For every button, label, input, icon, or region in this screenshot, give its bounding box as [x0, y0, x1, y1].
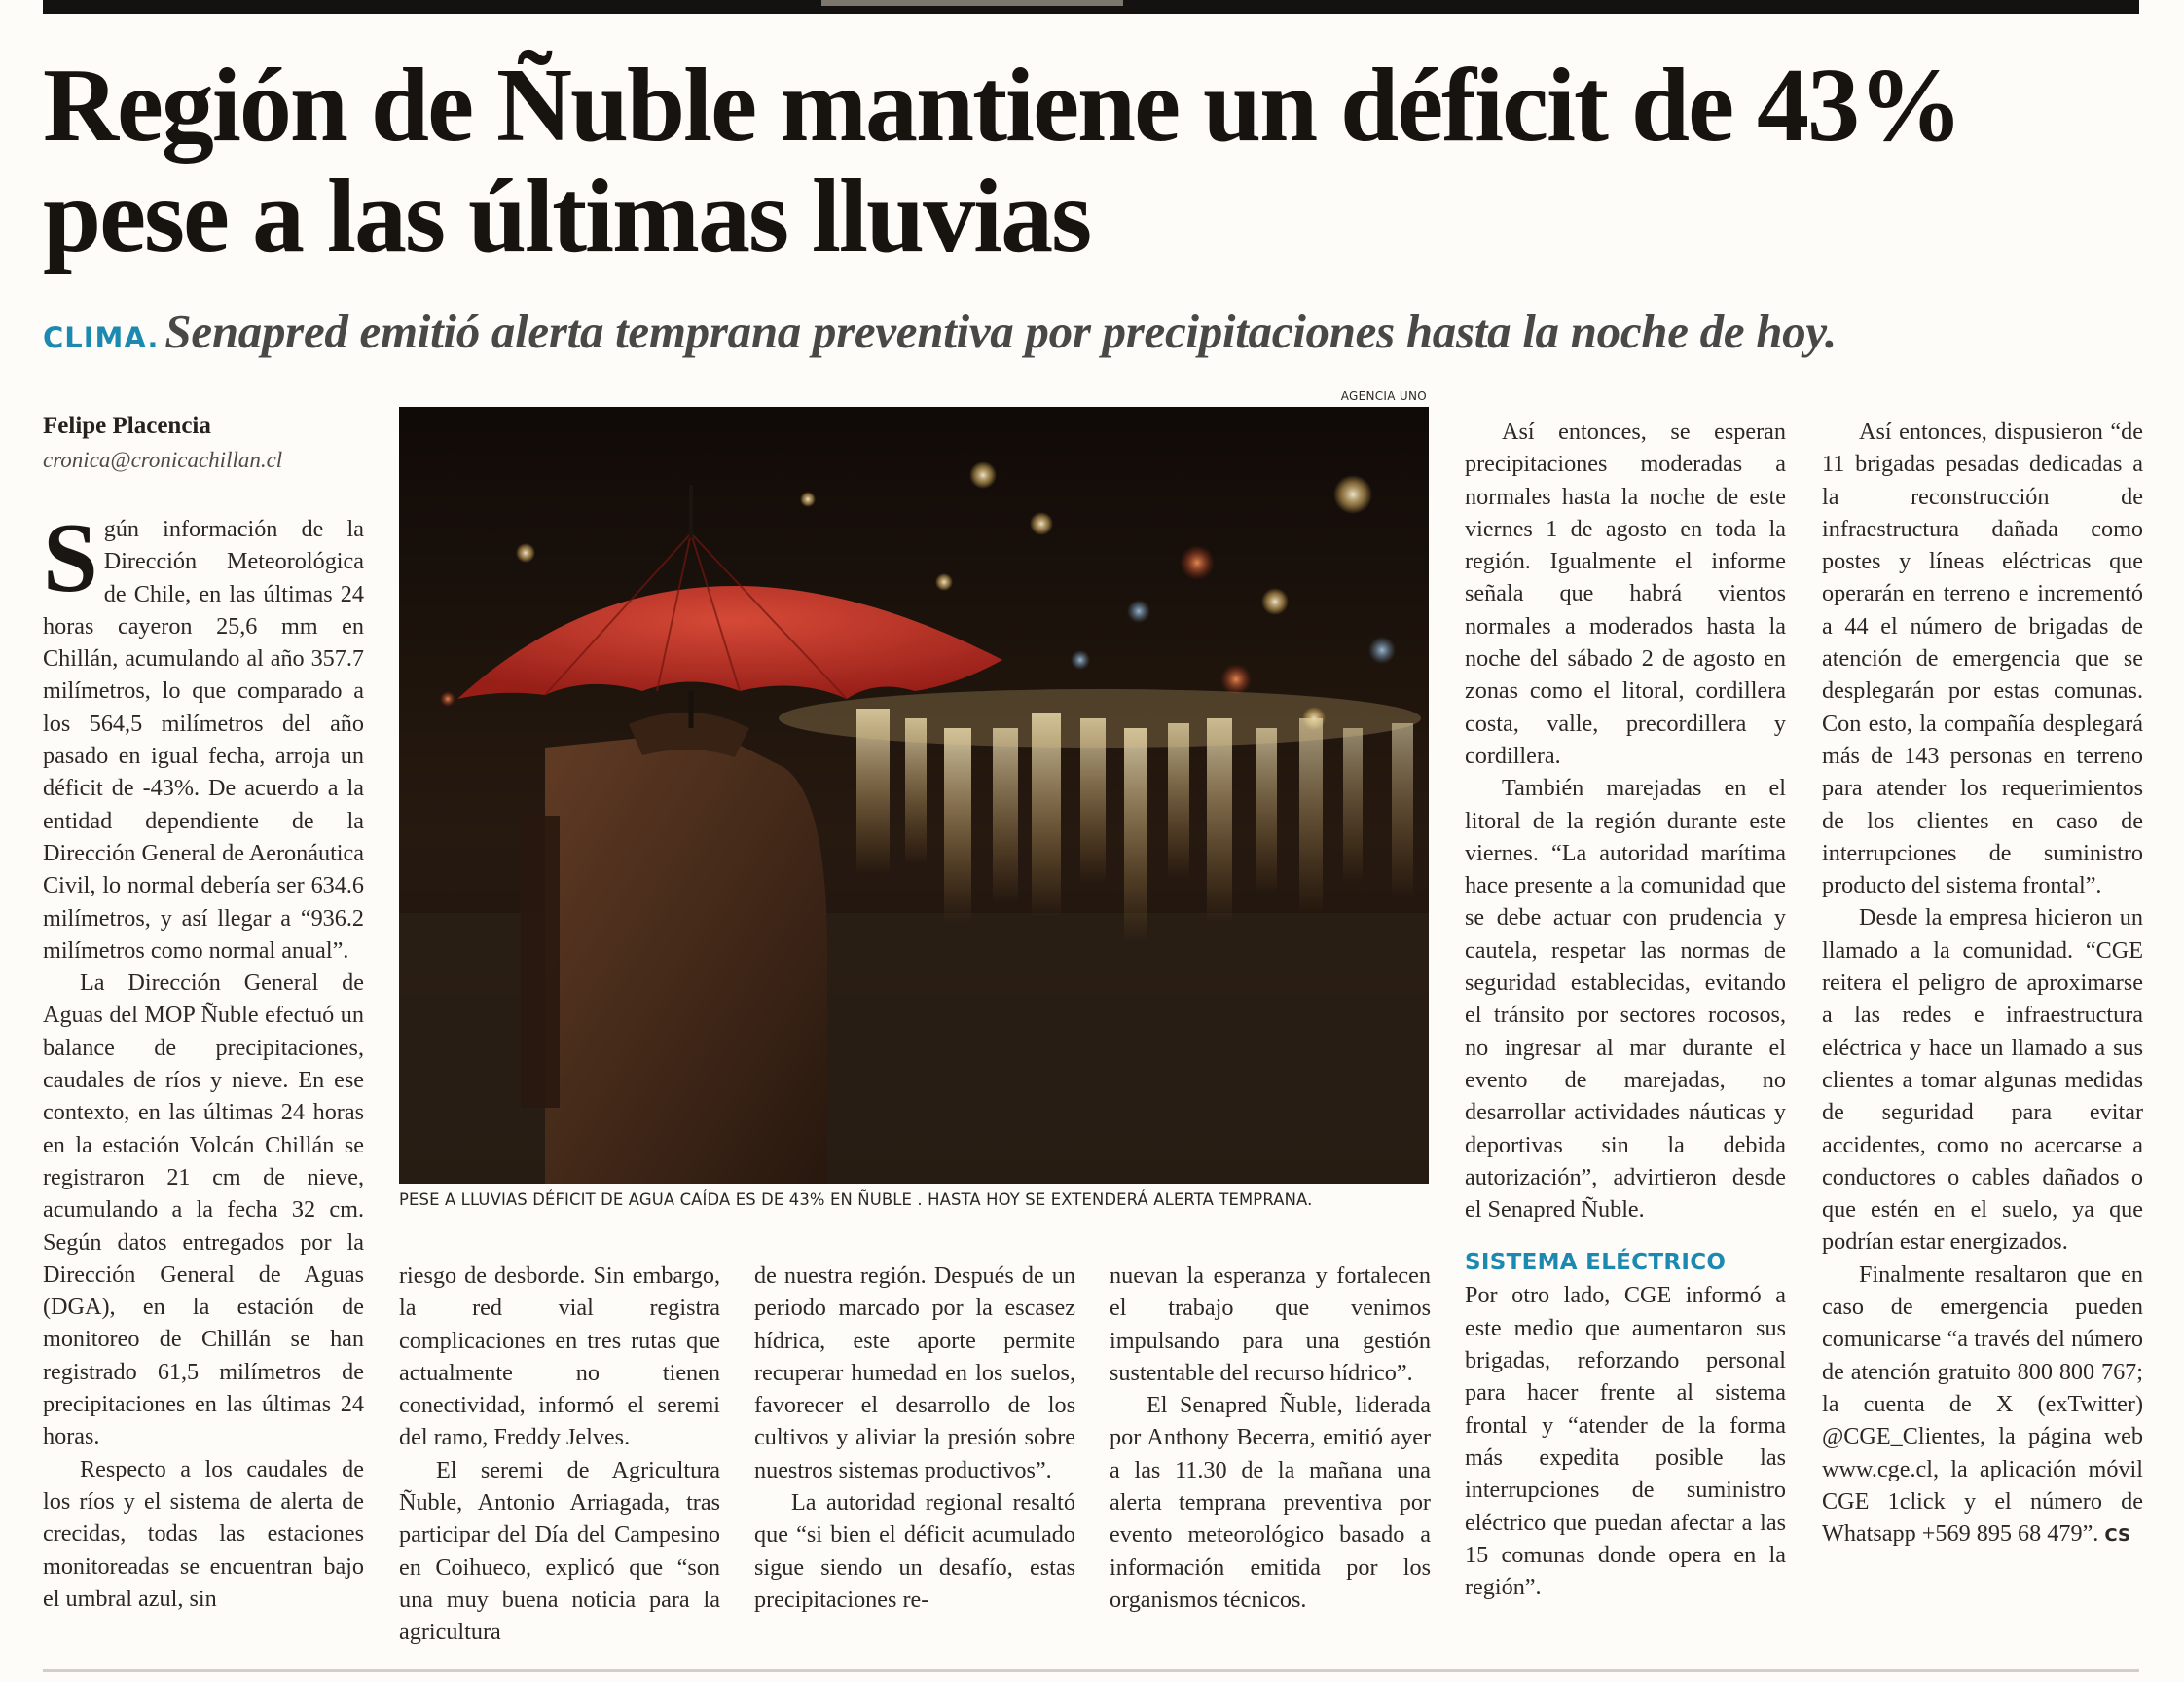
article-paragraph: La autoridad regional resaltó que “si bien el déficit acumulado sigue siendo un desafío, estas precipitaciones re-: [754, 1489, 1075, 1613]
article-paragraph: riesgo de desborde. Sin embargo, la red vial registra complicaciones en tres rutas que actualmente no tienen conectividad, informó el seremi del ramo, Freddy Jelves.: [399, 1262, 720, 1451]
paragraph-text: gún información de la Dirección Meteorológica de Chile, en las últimas 24 horas cayeron 25,6 mm en Chillán, acumulando al año 357.7 milímetros, lo que comparado a los 564,5 milímetros del año pasado en igual fecha, arroja un déficit de -43%. De acuerdo a la entidad dependiente de la Dirección General de Aeronáutica Civil, lo normal debería ser 634.6 milímetros, y así llegar a “936.2 milímetros como normal anual”.: [43, 516, 364, 964]
headline: Región de Ñuble mantiene un déficit de 43% pese a las últimas lluvias: [43, 48, 1962, 274]
article-paragraph: Así entonces, dispusieron “de 11 brigadas pesadas dedicadas a la reconstrucción de infraestructura dañada como postes y líneas eléctricas que operarán en terreno e incrementó a 44 el número de brigadas de atención de emergencia que se desplegarán por estas comunas. Con esto, la compañía desplegará más de 143 personas en terreno para atender los requerimientos de los clientes en caso de interrupciones de suministro producto del sistema frontal”.: [1822, 419, 2143, 899]
rain-night-photo: [399, 407, 1429, 1184]
article-paragraph: También marejadas en el litoral de la región durante este viernes. “La autoridad marítima hace presente a la comunidad que se debe actuar con prudencia y cautela, respetar las normas de seguridad establecidas, evitando el tránsito por sectores rocosos, no ingresar al mar durante el evento de marejadas, no desarrollar actividades náuticas y deportivas sin la debida autorización”, advirtieron desde el Senapred Ñuble.: [1465, 775, 1786, 1224]
article-column-4: [1110, 1260, 1431, 1616]
author-email: cronica@cronicachillan.cl: [43, 448, 283, 472]
article-column-2: [399, 1260, 720, 1649]
section-kicker: CLIMA.: [43, 321, 160, 354]
article-paragraph: Así entonces, se esperan precipitaciones moderadas a normales hasta la noche de este viernes 1 de agosto en toda la región. Igualmente el informe señala que habrá vientos normales a moderados hasta la noche del sábado 2 de agosto en zonas como el litoral, cordillera costa, valle, precordillera y cordillera.: [1465, 419, 1786, 769]
top-rule-tab: [821, 0, 1123, 6]
article-column-6: [1822, 416, 2143, 1552]
author-byline: Felipe Placencia: [43, 413, 211, 439]
bottom-rule: [43, 1669, 2139, 1672]
article-paragraph: [1822, 1259, 2143, 1553]
top-rule: [43, 0, 2139, 14]
article-paragraph: Por otro lado, CGE informó a este medio que aumentaron sus brigadas, reforzando personal para hacer frente al sistema frontal y “atender de la forma más expedita posible las interrupciones de suministro eléctrico que puedan afectar a las 15 comunas donde opera en la región”.: [1465, 1282, 1786, 1601]
section-heading: SISTEMA ELÉCTRICO: [1465, 1250, 1727, 1276]
article-paragraph: El seremi de Agricultura Ñuble, Antonio Arriagada, tras participar del Día del Campesino en Coihueco, explicó que “son una muy buena noticia para la agricultura: [399, 1456, 720, 1646]
paragraph-text: Finalmente resaltaron que en caso de emergencia pueden comunicarse “a través del número de atención gratuito 800 800 767; la cuenta de X (exTwitter) @CGE_Clientes, la página web www.cge.cl, la aplicación móvil CGE 1click y el número de Whatsapp +569 895 68 479”.: [1822, 1261, 2143, 1548]
article-paragraph: Desde la empresa hicieron un llamado a la comunidad. “CGE reitera el peligro de aproximarse a las redes e infraestructura eléctrica y hace un llamado a sus clientes a tomar algunas medidas de seguridad para evitar accidentes, como no acercarse a conductores o cables dañados o que estén en el suelo, ya que podrían estar energizados.: [1822, 904, 2143, 1256]
article-paragraph: Respecto a los caudales de los ríos y el sistema de alerta de crecidas, todas las estaciones monitoreadas se encuentran bajo el umbral azul, sin: [43, 1455, 364, 1612]
article-column-5: [1465, 416, 1786, 1603]
article-column-1: [43, 503, 364, 1615]
drop-cap: S: [43, 503, 98, 613]
article-paragraph: de nuestra región. Después de un periodo marcado por la escasez hídrica, este aporte permite recuperar humedad en los suelos, favorecer el desarrollo de los cultivos y aliviar la presión sobre nuestros sistemas productivos”.: [754, 1262, 1075, 1483]
photo-caption: PESE A LLUVIAS DÉFICIT DE AGUA CAÍDA ES DE 43% EN ÑUBLE . HASTA HOY SE EXTENDERÁ ALERTA TEMPRANA.: [399, 1190, 1313, 1209]
article-column-3: [754, 1260, 1075, 1616]
article-paragraph: [43, 503, 364, 967]
photo-credit: AGENCIA UNO: [1340, 389, 1427, 403]
article-paragraph: La Dirección General de Aguas del MOP Ñuble efectuó un balance de precipitaciones, caudales de ríos y nieve. En ese contexto, en las últimas 24 horas en la estación Volcán Chillán se registraron 21 cm de nieve, acumulando a la fecha 32 cm. Según datos entregados por la Dirección General de Aguas (DGA), en la estación de monitoreo de Chillán se han registrado 61,5 milímetros de precipitaciones en las últimas 24 horas.: [43, 969, 364, 1450]
article-paragraph: nuevan la esperanza y fortalecen el trabajo que venimos impulsando para una gestión sustentable del recurso hídrico”.: [1110, 1262, 1431, 1386]
article-paragraph: El Senapred Ñuble, liderada por Anthony Becerra, emitió ayer a las 11.30 de la mañana una alerta temprana preventiva por evento meteorológico basado a información emitida por los organismos técnicos.: [1110, 1392, 1431, 1613]
end-mark-icon: CS: [2104, 1525, 2130, 1547]
news-photo: [399, 407, 1429, 1184]
subheadline: [43, 304, 2155, 362]
deck: Senapred emitió alerta temprana preventiva por precipitaciones hasta la noche de hoy.: [164, 305, 1837, 358]
